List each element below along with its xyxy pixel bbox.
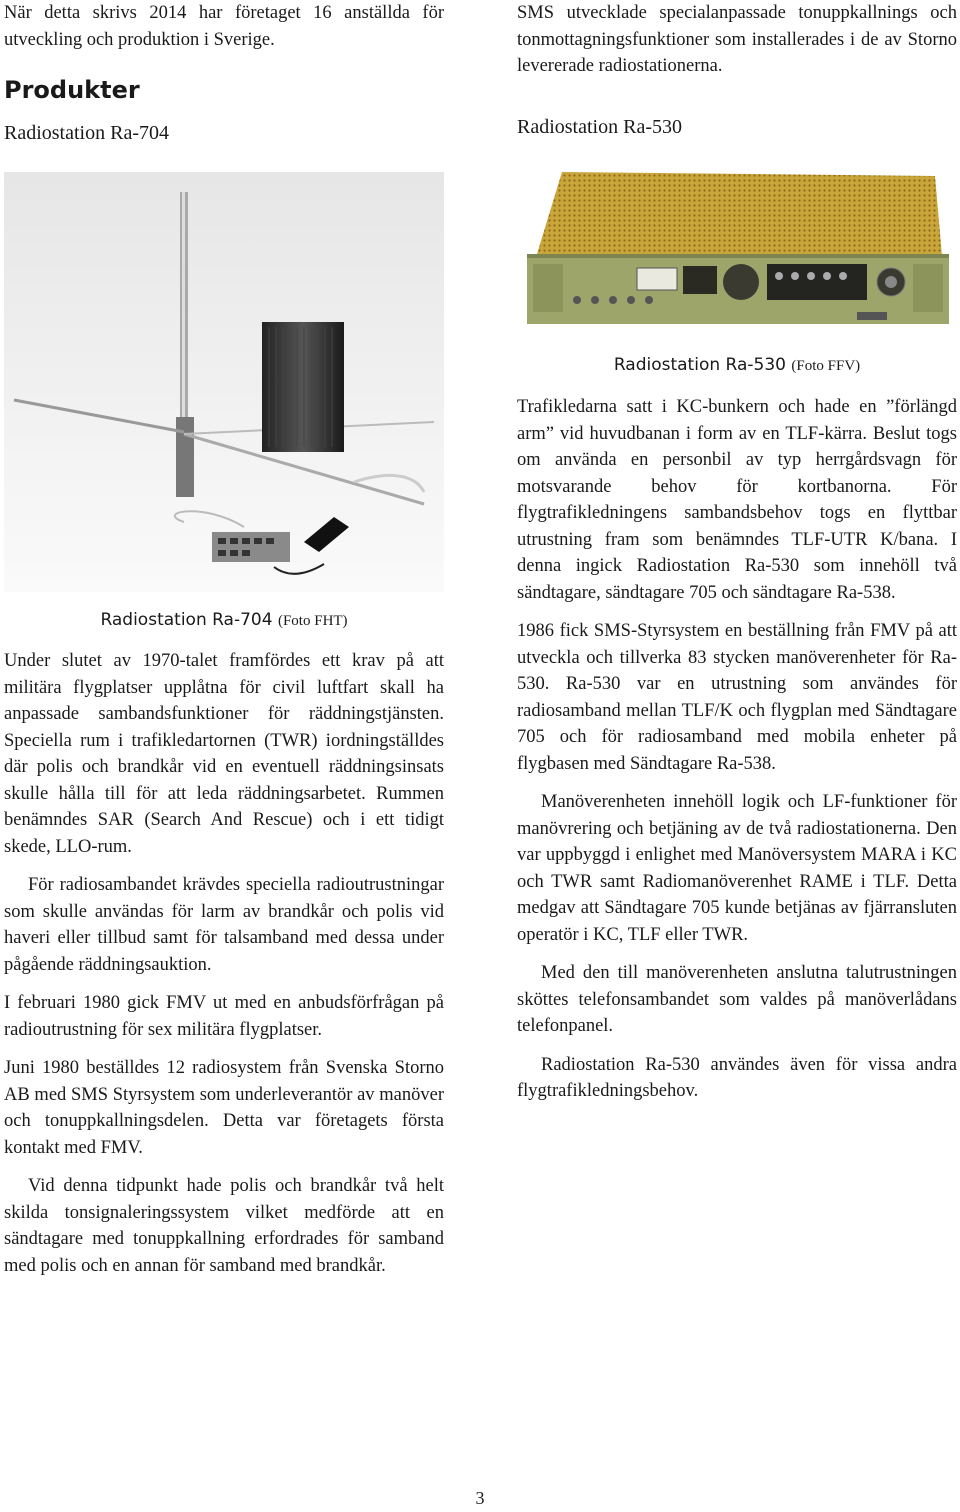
left-paragraph-2: För radiosambandet krävdes speciella radioutrustningar som skulle användas för larm av brandkår och polis vid haveri eller tillbud samt för talsamband med dessa under pågående räddningsauktion. [4,875,444,975]
right-body [517,394,957,1105]
page-number: 3 [475,1488,485,1508]
left-paragraph-1: Under slutet av 1970-talet framfördes ett krav på att militära flygplatser upplåtna för civil luftfart skall ha anpassade sambandsfunktioner för räddningstjänsten. Speciella rum i trafikledartornen (TWR) iordningställdes där polis och brandkår vid en eventuell räddningsinsats skulle hålla till för att leda räddningsarbetet. Rummen benämndes SAR (Search And Rescue) och i ett tidigt skede, LLO-rum. [4,651,444,857]
ra704-subheading: Radiostation Ra-704 [4,122,169,144]
ra704-caption-title: Radiostation Ra-704 [100,610,273,630]
ra704-caption [4,610,444,630]
right-paragraph-4: Med den till manöverenheten anslutna talutrustningen sköttes telefonsambandet som valdes på manöverlådans telefonpanel. [517,963,957,1036]
left-body [4,648,444,1279]
ra530-caption [517,355,957,375]
left-paragraph-5: Vid denna tidpunkt hade polis och brandkår två helt skilda tonsignaleringssystem vilket medförde att en sändtagare med tonuppkallning erfordrades för samband med polis och en annan för samband med brandkår. [4,1176,444,1276]
section-heading: Produkter [4,76,140,104]
ra530-subheading: Radiostation Ra-530 [517,116,682,138]
ra530-caption-source: (Foto FFV) [791,358,861,374]
right-paragraph-3: Manöverenheten innehöll logik och LF-funktioner för manövrering och betjäning av de två radiostationerna. Den var uppbyggd i enlighet med Manöversystem MARA i KC och TWR samt Radiomanöverenhet RAME i TLF. Detta medgav att Sändtagare 705 kunde betjänas av fjärransluten operatör i KC, TLF eller TWR. [517,792,957,945]
intro-paragraph: När detta skrivs 2014 har företaget 16 anställda för utveckling och produktion i Sverige. [4,3,444,50]
ra530-caption-title: Radiostation Ra-530 [613,355,786,375]
ra704-caption-source: (Foto FHT) [277,613,348,629]
right-paragraph-2: 1986 fick SMS-Styrsystem en beställning från FMV på att utveckla och tillverka 83 stycken manöverenheter för Ra-530. Ra-530 var en utrustning som användes för radiosamband mellan TLF/K och flygplan med Sändtagare 705 och för radiosamband med mobila enheter på flygbasen med Sändtagare Ra-538. [517,621,957,774]
left-paragraph-3: I februari 1980 gick FMV ut med en anbudsförfrågan på radioutrustning för sex militära flygplatser. [4,993,444,1040]
right-intro-paragraph: SMS utvecklade specialanpassade tonuppkallnings och tonmottagningsfunktioner som installerades i de av Storno levererade radiostationerna. [517,3,957,76]
ra530-photo [517,168,957,333]
left-paragraph-4: Juni 1980 beställdes 12 radiosystem från Svenska Storno AB med SMS Styrsystem som underleverantör av manöver och tonuppkallningsdelen. Detta var företagets första kontakt med FMV. [4,1058,444,1158]
right-paragraph-5: Radiostation Ra-530 användes även för vissa andra flygtrafikledningsbehov. [517,1054,957,1101]
right-paragraph-1: Trafikledarna satt i KC-bunkern och hade en ”förlängd arm” vid huvudbanan i form av en TLF-kärra. Beslut togs om använda en personbil av typ herrgårdsvagn för motsvarande behov för kortbanorna. För flygtrafikledningens sambandsbehov togs en flyttbar utrustning fram som benämndes TLF-UTR K/bana. I denna ingick Radiostation Ra-530 som innehöll två sändtagare, sändtagare 705 och sändtagare Ra-538. [517,397,957,603]
ra704-photo [4,172,444,592]
